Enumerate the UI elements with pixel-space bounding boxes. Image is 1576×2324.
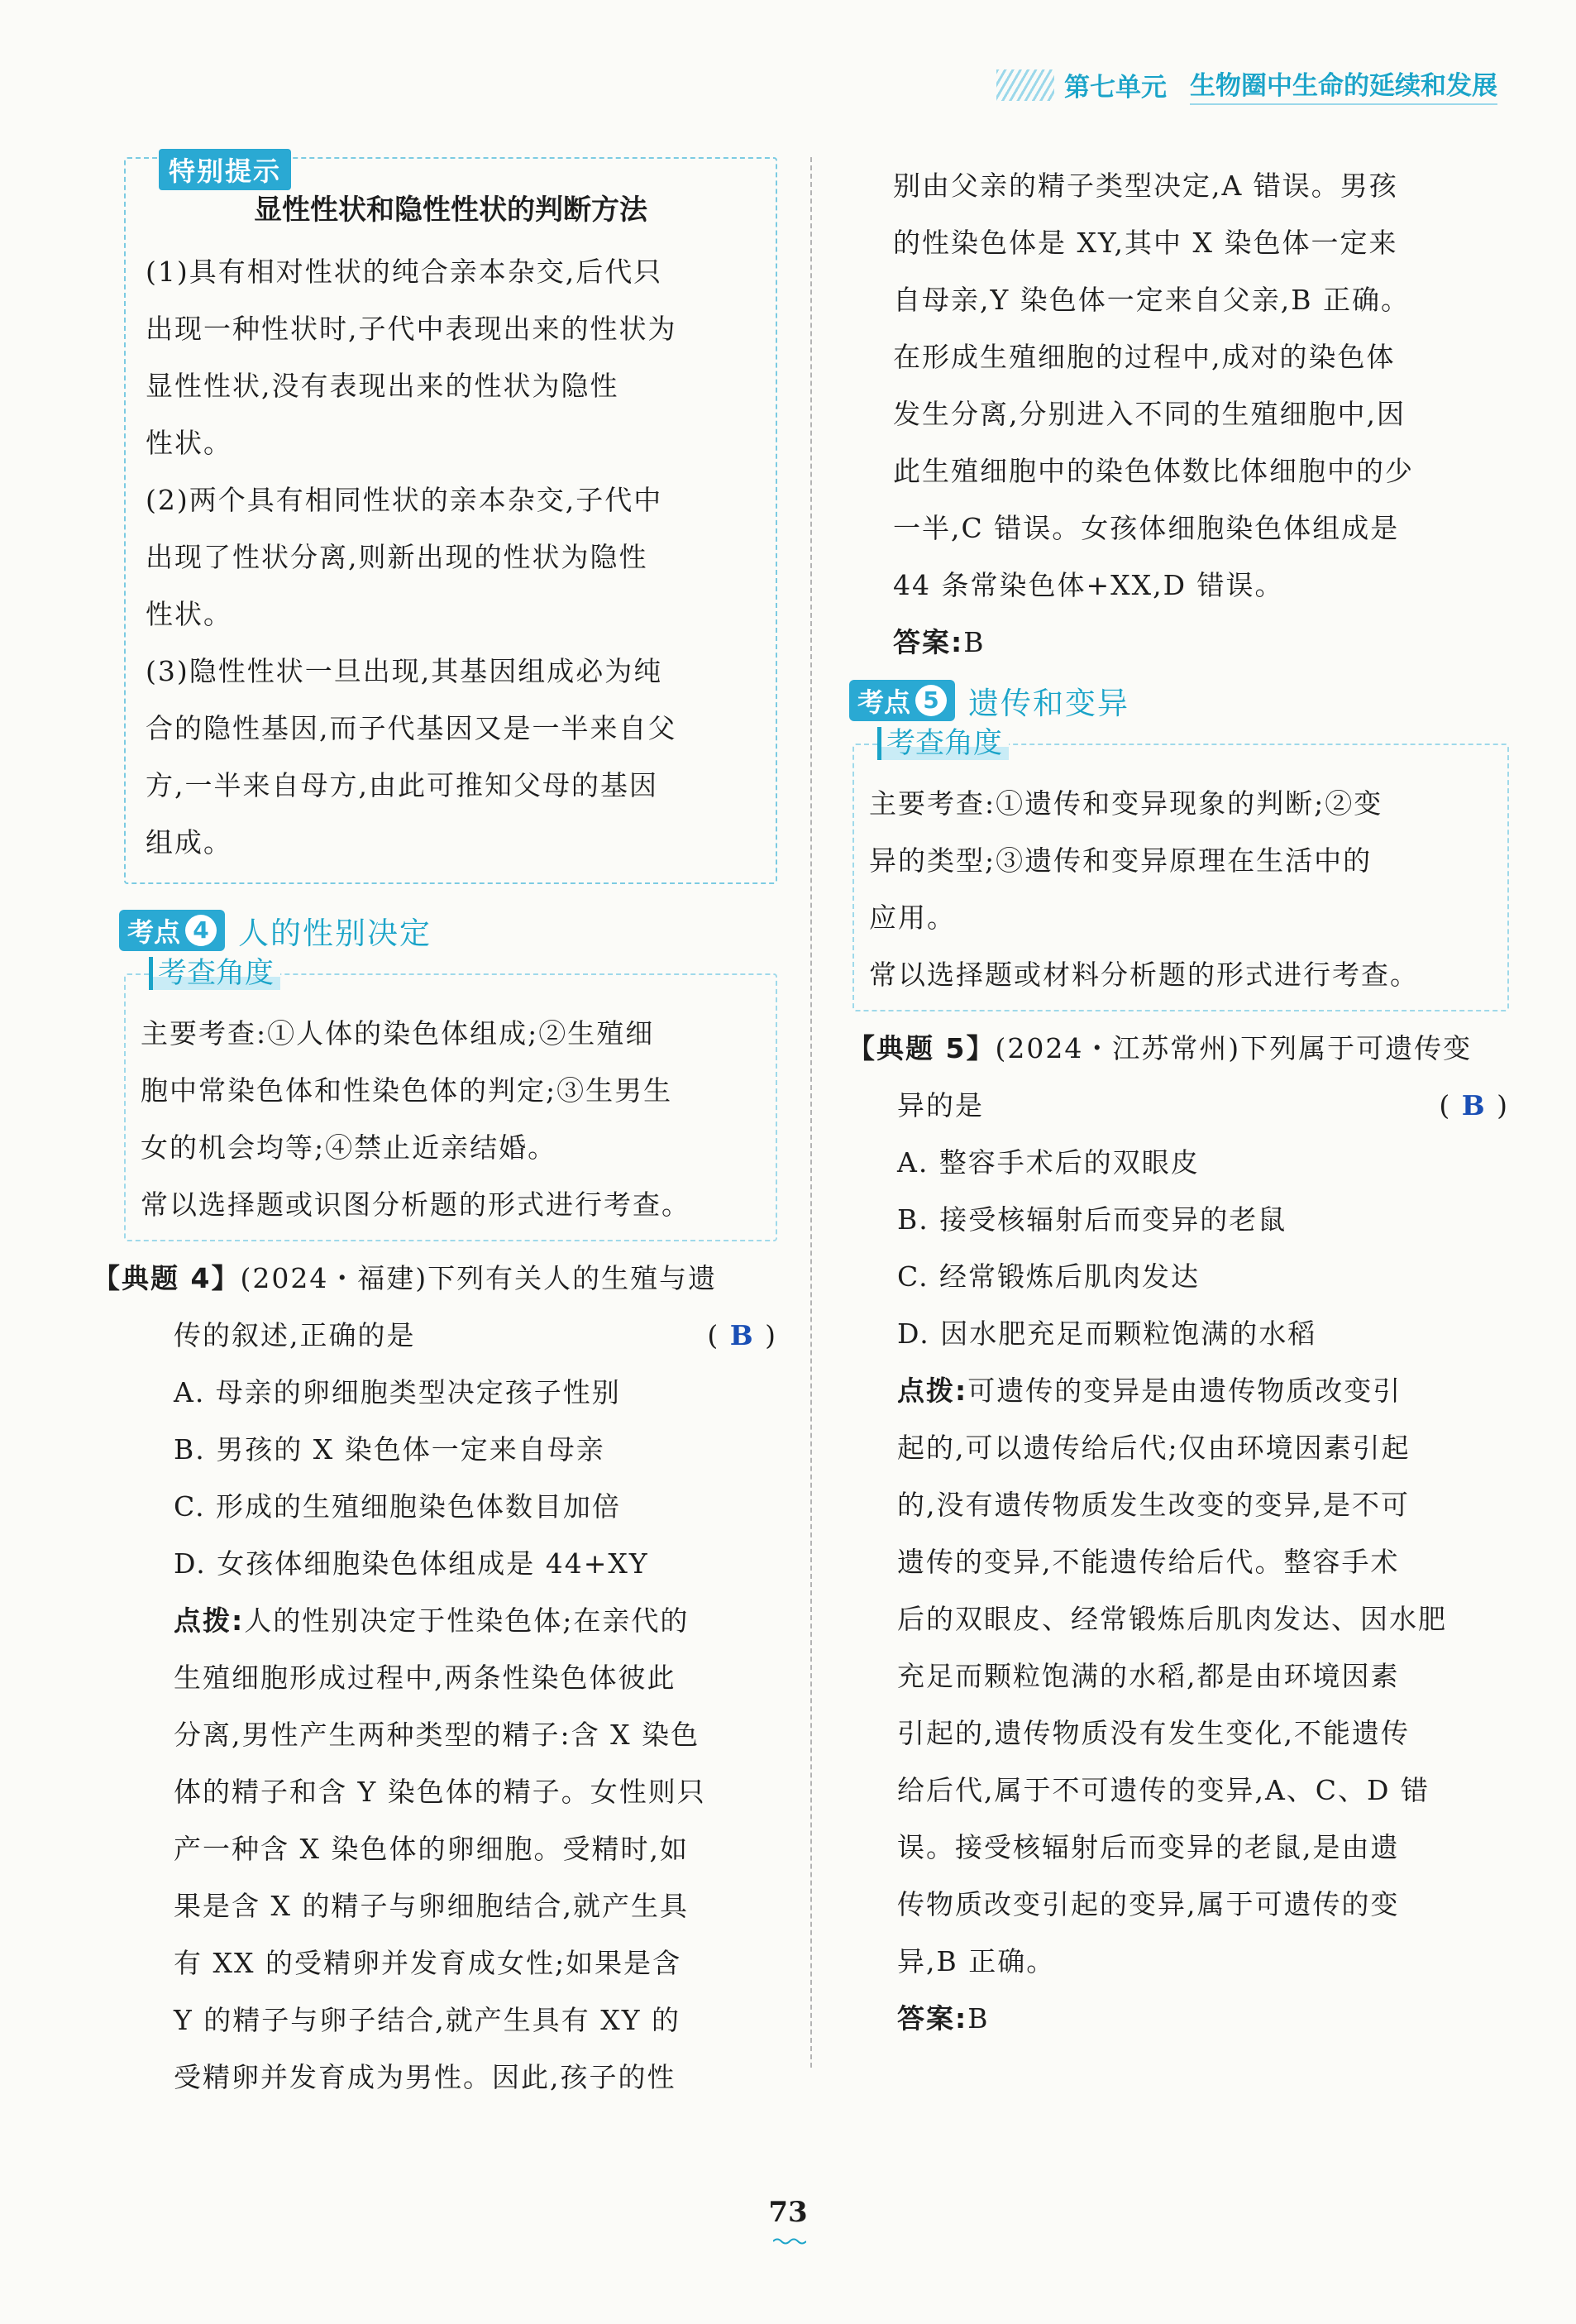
problem5-hint-first [848, 1362, 1509, 1419]
problem5-answer-bracket: ( B ) [1439, 1089, 1509, 1121]
problem5-option: D. 因水肥充足而颗粒饱满的水稻 [897, 1317, 1317, 1350]
problem4-stem1: (2024・福建)下列有关人的生殖与遗 [240, 1262, 718, 1294]
problem4-hint-line: 受精卵并发育成为男性。因此,孩子的性 [174, 2061, 676, 2093]
unit-header [996, 65, 1497, 105]
page-number: 73 [768, 2196, 808, 2229]
kaodian4-number: 4 [185, 915, 217, 946]
problem4-option: C. 形成的生殖细胞染色体数目加倍 [174, 1490, 622, 1523]
problem4-cont-line: 在形成生殖细胞的过程中,成对的染色体 [893, 341, 1396, 373]
problem4-hint-line: 体的精子和含 Y 染色体的精子。女性则只 [174, 1776, 706, 1808]
problem4-hint-first [124, 1592, 777, 1649]
problem4-answer: B [729, 1319, 755, 1351]
tip-line: 组成。 [146, 826, 232, 858]
problem5-final-label: 答案: [897, 2002, 968, 2035]
problem5-hint-line: 可遗传的变异是由遗传物质改变引 [967, 1375, 1402, 1407]
problem4-stem-line2 [124, 1307, 777, 1364]
problem4-hint-line: Y 的精子与卵子结合,就产生具有 XY 的 [174, 2004, 681, 2036]
problem4-hint-line: 生殖细胞形成过程中,两条性染色体彼此 [174, 1662, 676, 1694]
unit-title: 生物圈中生命的延续和发展 [1190, 65, 1497, 105]
problem4-answer-bracket: ( B ) [707, 1319, 777, 1351]
angle-line: 常以选择题或材料分析题的形式进行考查。 [869, 959, 1419, 991]
problem5-stem-line2 [848, 1077, 1509, 1134]
angle-line: 主要考查:①遗传和变异现象的判断;②变 [869, 787, 1383, 820]
kaodian5-badge [849, 680, 955, 721]
tip-line: 合的隐性基因,而子代基因又是一半来自父 [146, 712, 677, 744]
column-divider [810, 157, 812, 2068]
left-column [93, 155, 777, 2106]
tip-line: 出现一种性状时,子代中表现出来的性状为 [146, 313, 677, 345]
problem4-option: A. 母亲的卵细胞类型决定孩子性别 [174, 1376, 621, 1408]
angle-line: 女的机会均等;④禁止近亲结婚。 [141, 1131, 557, 1164]
tip-line: 方,一半来自母方,由此可推知父母的基因 [146, 769, 658, 801]
problem5-hint-line: 引起的,遗传物质没有发生变化,不能遗传 [897, 1717, 1410, 1749]
kaodian4-title: 人的性别决定 [238, 916, 432, 951]
problem4-final-value: B [963, 626, 986, 658]
problem4-option: D. 女孩体细胞染色体组成是 44+XY [174, 1547, 649, 1580]
special-tip-body [146, 243, 761, 871]
problem4-cont-line: 一半,C 错误。女孩体细胞染色体组成是 [893, 512, 1400, 544]
kaodian5-heading [849, 676, 1509, 725]
problem5-stem1: (2024・江苏常州)下列属于可遗传变 [995, 1032, 1473, 1064]
problem5-hint-line: 给后代,属于不可遗传的变异,A、C、D 错 [897, 1774, 1430, 1806]
kaodian5-angle-box [852, 727, 1509, 1011]
tip-line: (2)两个具有相同性状的亲本杂交,子代中 [146, 484, 663, 516]
problem5-stem-line1 [848, 1020, 1509, 1077]
problem5-final-value: B [967, 2002, 990, 2035]
special-tip-box [124, 157, 777, 884]
tip-line: 出现了性状分离,则新出现的性状为隐性 [146, 541, 648, 573]
angle-line: 应用。 [869, 901, 956, 934]
problem4-final-answer [848, 614, 1509, 671]
problem5-answer: B [1461, 1089, 1487, 1121]
problem4-hint-line: 有 XX 的受精卵并发育成女性;如果是含 [174, 1947, 682, 1979]
problem5-tag: 【典题 5】 [848, 1032, 996, 1064]
problem5-hint-line: 充足而颗粒饱满的水稻,都是由环境因素 [897, 1660, 1400, 1692]
kaodian5-angle-tag: 考查角度 [877, 727, 1009, 760]
problem4-hint-line: 产一种含 X 染色体的卵细胞。受精时,如 [174, 1833, 689, 1865]
kaodian4-badge [119, 910, 225, 951]
tip-line: 性状。 [146, 427, 232, 459]
tip-line: (1)具有相对性状的纯合亲本杂交,后代只 [146, 256, 663, 288]
problem5-hint-line: 起的,可以遗传给后代;仅由环境因素引起 [897, 1432, 1411, 1464]
kaodian5-title: 遗传和变异 [968, 686, 1130, 721]
problem4-cont-line: 此生殖细胞中的染色体数比体细胞中的少 [893, 455, 1414, 487]
problem4-hint-line: 分离,男性产生两种类型的精子:含 X 染色 [174, 1719, 700, 1751]
angle-line: 异的类型;③遗传和变异原理在生活中的 [869, 844, 1373, 877]
problem-5 [848, 1020, 1509, 2047]
kaodian4-heading [119, 906, 777, 955]
tip-line: 性状。 [146, 598, 232, 630]
kaodian4-angle-tag: 考查角度 [149, 957, 280, 990]
problem4-tag: 【典题 4】 [93, 1262, 241, 1294]
problem5-hint-line: 传物质改变引起的变异,属于可遗传的变 [897, 1888, 1400, 1920]
problem4-stem2: 传的叙述,正确的是 [174, 1319, 416, 1351]
angle-line: 主要考查:①人体的染色体组成;②生殖细 [141, 1017, 655, 1050]
problem4-hint-label: 点拨: [174, 1604, 245, 1637]
kaodian5-number: 5 [915, 685, 947, 716]
tip-line: (3)隐性性状一旦出现,其基因组成必为纯 [146, 655, 663, 687]
kaodian4-angle-box [124, 957, 777, 1241]
problem5-option: B. 接受核辐射后而变异的老鼠 [897, 1203, 1287, 1236]
problem5-option: A. 整容手术后的双眼皮 [897, 1146, 1200, 1179]
angle-line: 常以选择题或识图分析题的形式进行考查。 [141, 1188, 690, 1221]
problem4-cont-line: 发生分离,分别进入不同的生殖细胞中,因 [893, 398, 1406, 430]
special-tip-title: 显性性状和隐性性状的判断方法 [254, 194, 647, 227]
problem5-hint-line: 遗传的变异,不能遗传给后代。整容手术 [897, 1546, 1400, 1578]
problem5-final-answer [848, 1990, 1509, 2047]
problem4-hint-line: 人的性别决定于性染色体;在亲代的 [244, 1604, 690, 1637]
angle-line: 胞中常染色体和性染色体的判定;③生男生 [141, 1074, 673, 1107]
problem5-hint-line: 的,没有遗传物质发生改变的变异,是不可 [897, 1489, 1410, 1521]
header-stripes-decoration [996, 69, 1054, 101]
problem5-hint-line: 后的双眼皮、经常锻炼后肌肉发达、因水肥 [897, 1603, 1447, 1635]
problem4-cont-line: 别由父亲的精子类型决定,A 错误。男孩 [893, 170, 1398, 202]
kaodian5-label: 考点 [857, 686, 911, 718]
problem5-option: C. 经常锻炼后肌肉发达 [897, 1260, 1201, 1293]
problem4-final-label: 答案: [893, 626, 964, 658]
problem-4 [93, 1250, 777, 2106]
problem4-hint-line: 果是含 X 的精子与卵细胞结合,就产生具 [174, 1890, 689, 1922]
page-number-wave-decoration [773, 2237, 806, 2245]
unit-label: 第七单元 [1064, 73, 1167, 103]
problem4-cont-line: 44 条常染色体+XX,D 错误。 [893, 569, 1284, 601]
problem5-hint-line: 异,B 正确。 [897, 1945, 1056, 1977]
special-tip-tag: 特别提示 [159, 149, 291, 190]
problem5-stem2: 异的是 [897, 1089, 984, 1121]
problem5-hint-label: 点拨: [897, 1375, 968, 1407]
problem4-cont-line: 的性染色体是 XY,其中 X 染色体一定来 [893, 227, 1398, 259]
problem4-stem-line1 [93, 1250, 777, 1307]
problem4-option: B. 男孩的 X 染色体一定来自母亲 [174, 1433, 605, 1466]
kaodian4-label: 考点 [127, 916, 181, 948]
problem5-hint-line: 误。接受核辐射后而变异的老鼠,是由遗 [897, 1831, 1400, 1863]
tip-line: 显性性状,没有表现出来的性状为隐性 [146, 370, 619, 402]
right-column [848, 157, 1509, 2047]
problem4-cont-line: 自母亲,Y 染色体一定来自父亲,B 正确。 [893, 284, 1410, 316]
